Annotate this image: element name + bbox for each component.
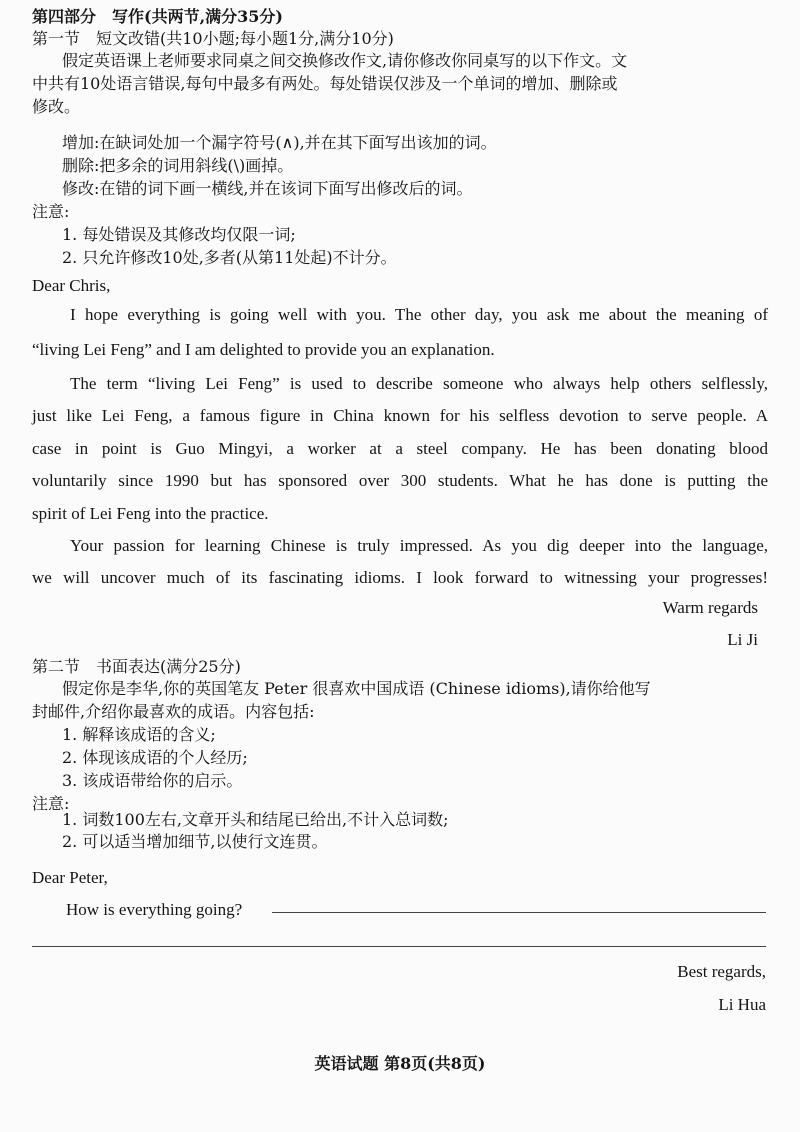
letter2-salutation: Dear Peter, [32, 868, 108, 887]
section1-title: 第一节 短文改错(共10小题;每小题1分,满分10分) [32, 29, 394, 48]
note-item: 2. 可以适当增加细节,以使行文连贯。 [62, 832, 328, 851]
letter2-opening: How is everything going? [66, 900, 243, 919]
section1-intro-line: 中共有10处语言错误,每句中最多有两处。每处错误仅涉及一个单词的增加、删除或 [32, 74, 618, 93]
letter2-closing: Best regards, [677, 962, 766, 981]
letter1-salutation: Dear Chris, [32, 276, 111, 295]
letter1-line: spirit of Lei Feng into the practice. [32, 504, 269, 523]
letter1-line: “living Lei Feng” and I am delighted to provide you an explanation. [32, 340, 495, 359]
content-item: 2. 体现该成语的个人经历; [62, 748, 248, 767]
section2-title: 第二节 书面表达(满分25分) [32, 657, 241, 676]
letter1-line: voluntarily since 1990 but has sponsored over 300 students. What he has done is putting the [32, 471, 768, 490]
section2-intro-line: 封邮件,介绍你最喜欢的成语。内容包括: [32, 702, 315, 721]
notes-label: 注意: [32, 794, 70, 813]
letter1-line: case in point is Guo Mingyi, a worker at a steel company. He has been donating blood [32, 439, 768, 458]
letter1-signature: Li Ji [727, 630, 758, 649]
section1-intro-line: 修改。 [32, 97, 81, 116]
rule-modify: 修改:在错的词下画一横线,并在该词下面写出修改后的词。 [62, 179, 473, 198]
letter2-signature: Li Hua [718, 995, 766, 1014]
page-footer: 英语试题 第8页(共8页) [314, 1054, 486, 1073]
letter1-line: I hope everything is going well with you. The other day, you ask me about the meaning of [70, 305, 768, 324]
letter1-line: The term “living Lei Feng” is used to describe someone who always help others selflessly, [70, 374, 768, 393]
rule-add: 增加:在缺词处加一个漏字符号(∧),并在其下面写出该加的词。 [62, 133, 497, 152]
section1-intro-line: 假定英语课上老师要求同桌之间交换修改作文,请你修改你同桌写的以下作文。文 [62, 51, 628, 70]
letter1-closing: Warm regards [662, 598, 758, 617]
rule-delete: 删除:把多余的词用斜线(\)画掉。 [62, 156, 294, 175]
letter1-line: just like Lei Feng, a famous figure in China known for his selfless devotion to serve people. A [32, 406, 768, 425]
note-item: 1. 词数100左右,文章开头和结尾已给出,不计入总词数; [62, 810, 449, 829]
content-item: 3. 该成语带给你的启示。 [62, 771, 243, 790]
answer-line[interactable] [272, 912, 766, 913]
note-item: 1. 每处错误及其修改均仅限一词; [62, 225, 296, 244]
content-item: 1. 解释该成语的含义; [62, 725, 216, 744]
notes-label: 注意: [32, 202, 70, 221]
section2-intro-line: 假定你是李华,你的英国笔友 Peter 很喜欢中国成语 (Chinese idioms),请你给他写 [62, 679, 651, 698]
letter1-line: Your passion for learning Chinese is truly impressed. As you dig deeper into the language, [70, 536, 768, 555]
part-header: 第四部分 写作(共两节,满分35分) [32, 7, 283, 26]
letter1-line: we will uncover much of its fascinating idioms. I look forward to witnessing your progresses! [32, 568, 768, 587]
answer-line[interactable] [32, 946, 766, 947]
note-item: 2. 只允许修改10处,多者(从第11处起)不计分。 [62, 248, 397, 267]
